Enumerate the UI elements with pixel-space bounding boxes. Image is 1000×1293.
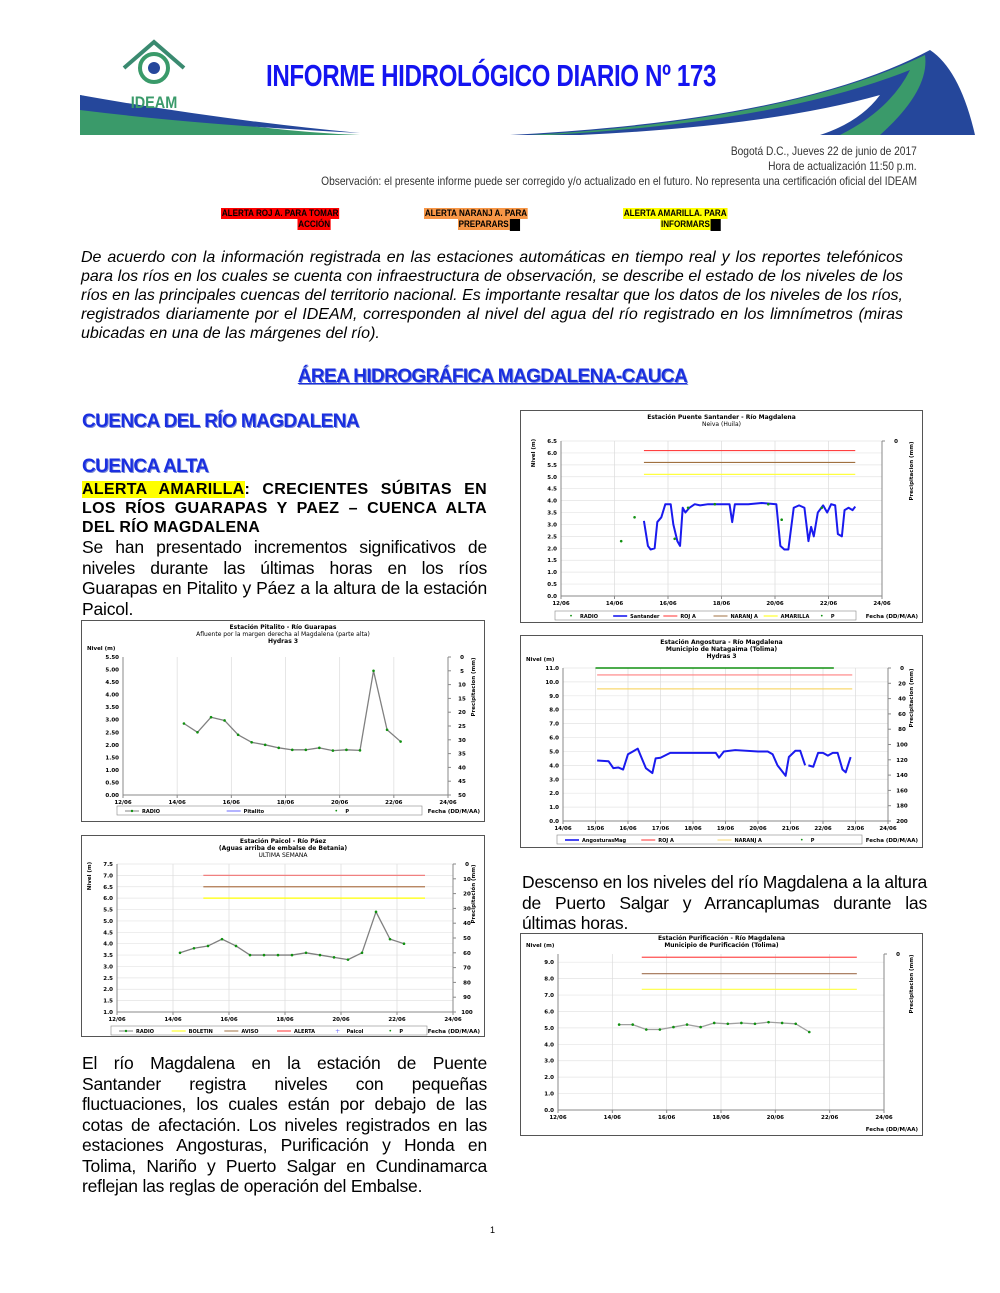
x-tick-label: 18/06 (712, 1115, 730, 1121)
legend-label: AMARILLA (780, 614, 810, 620)
y-tick-label: 7.0 (103, 873, 113, 880)
legend-label: RADIO (136, 1029, 154, 1035)
y-tick-label: 5.0 (549, 749, 559, 756)
alert-orange-line2: PREPARARS (458, 219, 509, 230)
data-point (767, 503, 770, 506)
y-tick-label: 5.5 (103, 907, 113, 914)
paragraph-santander: El río Magdalena en la estación de Puente Santander registra niveles con pequeñas fluctuaciones, los cuales están por debajo de las cotas de afectación. Los niveles registrados en las estaciones Angosturas, Purificación y Honda en Tolima, Nariño y Puerto Salgar en Cundinamarca reflejan las reglas de operación del Embalse. (82, 1053, 487, 1196)
y-tick-label: 4.0 (547, 498, 557, 505)
y-axis-title: Nivel (m) (526, 943, 555, 949)
y2-axis-title: Precipitacion (mm) (471, 657, 477, 717)
y2-axis-title: Precipitacion (mm) (909, 441, 915, 501)
legend-label: P (830, 614, 835, 620)
x-tick-label: 12/06 (114, 800, 132, 806)
data-point (277, 747, 280, 750)
data-point (740, 1022, 743, 1025)
y2-tick-label: 30 (458, 737, 466, 744)
x-tick-label: 12/06 (108, 1017, 126, 1023)
x-tick-label: 20/06 (331, 800, 349, 806)
y-tick-label: 6.5 (103, 884, 113, 891)
y-tick-label: 0.0 (547, 594, 557, 600)
x-tick-label: 23/06 (846, 826, 865, 832)
y2-tick-label: 35 (458, 751, 466, 758)
x-tick-label: 20/06 (332, 1017, 350, 1023)
data-point (319, 954, 322, 957)
x-tick-label: 22/06 (819, 601, 838, 607)
chart-puente-santander (520, 410, 923, 623)
data-point (687, 506, 690, 509)
data-point (386, 728, 389, 731)
legend-marker (131, 810, 133, 812)
data-point (673, 537, 676, 540)
alert-yellow-line1: ALERTA AMARILLA. PARA (623, 208, 727, 219)
update-time: Hora de actualización 11:50 p.m. (768, 159, 917, 173)
y2-tick-label: 90 (463, 995, 471, 1002)
legend-label: Santander (630, 614, 660, 620)
subcuenca-title: CUENCA ALTA (82, 456, 209, 477)
x-tick-label: 12/06 (549, 1115, 567, 1121)
y-tick-label: 2.00 (105, 742, 119, 749)
y2-tick-label: 40 (458, 765, 466, 772)
alert-red-line1: ALERTA ROJ A. PARA TOMAR (221, 208, 339, 219)
data-point (375, 911, 378, 914)
y-tick-label: 3.50 (105, 705, 119, 712)
x-tick-label: 14/06 (603, 1115, 621, 1121)
x-tick-label: 16/06 (220, 1017, 238, 1023)
data-point (193, 947, 196, 950)
y2-tick-label: 80 (463, 980, 471, 987)
x-axis-title: Fecha (DD/M/AA) (427, 1029, 480, 1035)
y2-tick-label: 100 (461, 1010, 473, 1016)
data-point (672, 1026, 675, 1029)
chart-angostura (520, 635, 923, 848)
x-tick-label: 22/06 (821, 1115, 839, 1121)
y-tick-label: 4.5 (547, 486, 557, 493)
data-point (659, 1028, 662, 1031)
y2-tick-label: 20 (463, 891, 471, 898)
legend-label: Paicol (346, 1029, 364, 1035)
x-tick-label: 14/06 (554, 826, 572, 832)
y2-axis-title: Precipitacion (mm) (909, 668, 915, 728)
chart-svg (82, 621, 484, 821)
legend-label: NARANJ A (734, 838, 762, 844)
y2-axis-title: Precipitación (mm) (471, 864, 477, 924)
data-point (291, 954, 294, 957)
y-tick-label: 4.0 (549, 763, 559, 770)
chart-title: Hydras 3 (267, 638, 299, 645)
y-tick-label: 9.0 (544, 960, 554, 967)
y-tick-label: 0.0 (544, 1108, 554, 1114)
y-tick-label: 1.0 (549, 805, 559, 812)
data-point (207, 945, 210, 948)
y-tick-label: 3.0 (549, 777, 559, 784)
chart-title: Estación Pitalito - Río Guarapas (229, 624, 337, 631)
x-tick-label: 24/06 (439, 800, 457, 806)
data-point (235, 945, 238, 948)
y-tick-label: 2.5 (103, 975, 113, 982)
legend-label: RADIO (142, 809, 160, 815)
data-point (781, 1022, 784, 1025)
x-axis-title: Fecha (DD/M/AA) (865, 614, 918, 620)
y-tick-label: 6.0 (103, 896, 113, 903)
data-point (332, 749, 335, 752)
data-point (754, 1022, 757, 1025)
y2-tick-label: 20 (898, 681, 906, 688)
data-point (223, 719, 226, 722)
x-tick-label: 16/06 (222, 800, 240, 806)
alert-orange-legend (424, 208, 528, 231)
y2-tick-label: 20 (458, 710, 466, 717)
x-tick-label: 20/06 (766, 1115, 784, 1121)
data-point (780, 518, 783, 521)
data-point (399, 740, 402, 743)
data-point (618, 1023, 621, 1026)
y-tick-label: 5.5 (547, 462, 557, 469)
y2-tick-label: 180 (896, 803, 908, 810)
y-tick-label: 4.5 (103, 930, 113, 937)
y2-tick-label: 80 (898, 727, 906, 734)
y-tick-label: 0.5 (547, 582, 557, 589)
y-tick-label: 0.00 (105, 793, 119, 799)
alert-red-line2: ACCIÓN (298, 219, 331, 230)
data-point (361, 952, 364, 955)
data-point (196, 731, 199, 734)
y2-tick-label: 40 (898, 696, 906, 703)
alert-yellow-legend (623, 208, 727, 231)
data-point (250, 741, 253, 744)
data-point (645, 1028, 648, 1031)
data-point (318, 747, 321, 750)
series-line (180, 912, 404, 960)
x-tick-label: 22/06 (385, 800, 403, 806)
legend-marker: • (388, 1028, 393, 1035)
x-axis-title: Fecha (DD/M/AA) (865, 838, 918, 844)
x-tick-label: 14/06 (605, 601, 624, 607)
data-point (389, 938, 392, 941)
y2-tick-label: 0 (894, 439, 898, 445)
alert-yellow-line2: INFORMARS (660, 219, 710, 230)
data-point (179, 952, 182, 955)
chart-purificacion (520, 933, 923, 1136)
data-point (808, 1031, 811, 1034)
chart-title: Neiva (Huila) (702, 421, 741, 428)
y-tick-label: 8.0 (549, 707, 559, 714)
y-tick-label: 1.5 (103, 998, 113, 1005)
data-point (794, 1022, 797, 1025)
legend-label: AngosturasMag (582, 838, 627, 844)
y2-tick-label: 60 (463, 950, 471, 957)
x-tick-label: 20/06 (766, 601, 784, 607)
y-tick-label: 5.50 (105, 655, 119, 661)
series-line (644, 503, 855, 550)
x-tick-label: 24/06 (873, 601, 891, 607)
x-tick-label: 21/06 (781, 826, 800, 832)
data-point (631, 1023, 634, 1026)
y-tick-label: 6.0 (547, 450, 557, 457)
data-point (620, 540, 623, 543)
y2-tick-label: 0 (460, 655, 464, 661)
x-tick-label: 24/06 (444, 1017, 462, 1023)
data-point (221, 938, 224, 941)
x-tick-label: 18/06 (276, 1017, 294, 1023)
y-tick-label: 1.50 (105, 755, 119, 762)
legend-label: BOLETIN (188, 1029, 213, 1035)
y2-tick-label: 0 (896, 952, 900, 958)
y-tick-label: 4.00 (105, 692, 119, 699)
chart-title: Hydras 3 (706, 653, 737, 660)
y2-tick-label: 0 (465, 862, 469, 868)
y-tick-label: 0.50 (105, 780, 119, 787)
legend-label: ROJ A (658, 838, 674, 844)
alert-orange-line1: ALERTA NARANJ A. PARA (424, 208, 528, 219)
chart-svg (521, 934, 922, 1135)
y-tick-label: 7.0 (544, 993, 554, 1000)
legend-label: ALERTA (294, 1029, 315, 1035)
date-line: Bogotá D.C., Jueves 22 de junio de 2017 (730, 144, 917, 158)
legend-label: P (399, 1029, 404, 1035)
x-tick-label: 14/06 (164, 1017, 182, 1023)
y-tick-label: 5.00 (105, 667, 119, 674)
data-point (237, 733, 240, 736)
data-point (726, 1022, 729, 1025)
data-point (821, 506, 824, 509)
y2-tick-label: 200 (896, 819, 908, 825)
chart-title: Municipio de Purificación (Tolima) (664, 942, 779, 949)
y-tick-label: 10.0 (545, 679, 559, 686)
y2-tick-label: 45 (458, 779, 466, 786)
chart-title: Municipio de Natagaima (Tolima) (665, 646, 778, 653)
y2-tick-label: 10 (463, 876, 471, 883)
y2-axis-title: Precipitacion (mm) (909, 954, 915, 1014)
data-point (713, 1022, 716, 1025)
y-tick-label: 1.00 (105, 767, 119, 774)
x-tick-label: 16/06 (659, 601, 677, 607)
y-tick-label: 6.0 (544, 1009, 554, 1016)
y-tick-label: 2.0 (547, 546, 557, 553)
y-tick-label: 1.0 (547, 570, 557, 577)
legend-label: Pitalito (243, 809, 265, 815)
x-tick-label: 19/06 (716, 826, 735, 832)
data-point (345, 749, 348, 752)
paragraph-descenso: Descenso en los niveles del río Magdalena a la altura de Puerto Salgar y Arrancaplumas durante las últimas horas. (522, 872, 927, 933)
legend-marker (125, 1030, 127, 1032)
y-tick-label: 1.0 (103, 1010, 113, 1016)
y2-tick-label: 5 (460, 668, 464, 675)
y-axis-title: Nivel (m) (87, 861, 93, 891)
chart-svg (521, 636, 922, 847)
alert-yellow-badge: ALERTA AMARILLA (82, 481, 245, 498)
y-axis-title: Nivel (m) (87, 646, 116, 652)
legend-label: NARANJ A (730, 614, 758, 620)
chart-title: ULTIMA SEMANA (258, 852, 308, 859)
data-point (372, 670, 375, 673)
observation-note: Observación: el presente informe puede ser corregido y/o actualizado en el futuro. No representa una certificación oficial del IDEAM (321, 174, 917, 188)
logo-text: IDEAM (130, 93, 178, 112)
y-tick-label: 2.50 (105, 730, 119, 737)
y-tick-label: 2.5 (547, 534, 557, 541)
alert-heading (82, 480, 487, 537)
y-tick-label: 3.0 (103, 964, 113, 971)
x-tick-label: 18/06 (276, 800, 295, 806)
x-tick-label: 18/06 (684, 826, 702, 832)
x-tick-label: 24/06 (875, 1115, 893, 1121)
y-tick-label: 2.0 (544, 1075, 554, 1082)
y2-tick-label: 140 (896, 773, 908, 780)
chart-svg (521, 411, 922, 622)
alert-red-legend (221, 208, 339, 230)
data-point (291, 749, 294, 752)
data-point (359, 749, 362, 752)
y-tick-label: 8.0 (544, 976, 554, 983)
x-tick-label: 16/06 (658, 1115, 676, 1121)
y-tick-label: 3.00 (105, 717, 119, 724)
y2-tick-label: 30 (463, 906, 471, 913)
legend-label: AVISO (241, 1029, 259, 1035)
y-tick-label: 0.0 (549, 819, 559, 825)
legend-box (555, 611, 856, 620)
x-tick-label: 22/06 (814, 826, 832, 832)
legend-box (111, 1026, 427, 1035)
data-point (210, 716, 213, 719)
y2-tick-label: 70 (463, 965, 471, 972)
page-number: 1 (489, 1225, 495, 1235)
intro-paragraph: De acuerdo con la información registrada en las estaciones automáticas en tiempo real y los reportes telefónicos para los ríos en los cuales se cuenta con infraestructura de observación, se describe el estado de los niveles de los ríos en las principales cuencas del territorio nacional. Es importante resaltar que los datos de los niveles de los ríos, registrados diariamente por el IDEAM, corresponden al nivel del agua del río registrado en los limnímetros (miras ubicadas en una de las márgenes del río). (81, 249, 903, 342)
y-tick-label: 9.0 (549, 693, 559, 700)
x-tick-label: 16/06 (619, 826, 637, 832)
x-tick-label: 18/06 (712, 601, 731, 607)
x-tick-label: 17/06 (651, 826, 670, 832)
legend-label: P (810, 838, 815, 844)
data-point (347, 958, 350, 961)
legend-label: RADIO (580, 614, 598, 620)
paragraph-guarapas-paez: Se han presentado incrementos significativos de niveles durante las últimas horas en los ríos Guarapas en Pitalito y Páez a la altura de la estación Paicol. (82, 537, 487, 619)
y-tick-label: 6.5 (547, 439, 557, 445)
y-axis-title: Nivel (m) (531, 438, 537, 468)
y-tick-label: 4.0 (544, 1042, 554, 1049)
y-tick-label: 2.0 (549, 791, 559, 798)
legend-marker: + (335, 1028, 341, 1035)
chart-title: Estación Angostura - Río Magdalena (660, 639, 783, 646)
data-point (767, 1021, 770, 1024)
y-tick-label: 7.0 (549, 721, 559, 728)
x-tick-label: 22/06 (388, 1017, 406, 1023)
y-tick-label: 3.5 (103, 953, 113, 960)
series-line (808, 753, 850, 772)
legend-marker: • (334, 808, 339, 815)
data-point (305, 952, 308, 955)
y-tick-label: 4.50 (105, 680, 119, 687)
y-tick-label: 3.5 (547, 510, 557, 517)
x-tick-label: 15/06 (586, 826, 605, 832)
legend-marker: • (569, 613, 573, 620)
y-tick-label: 2.0 (103, 987, 113, 994)
chart-title: Estación Paicol - Río Páez (239, 838, 327, 845)
x-axis-title: Fecha (DD/M/AA) (865, 1127, 918, 1133)
y-tick-label: 6.0 (549, 735, 559, 742)
data-point (699, 1026, 702, 1029)
y2-tick-label: 50 (463, 936, 471, 942)
y2-tick-label: 40 (463, 921, 471, 928)
x-tick-label: 24/06 (879, 826, 897, 832)
legend-label: ROJ A (680, 614, 696, 620)
chart-title: Estación Puente Santander - Río Magdalena (647, 414, 796, 421)
data-point (714, 503, 717, 506)
y2-tick-label: 60 (898, 711, 906, 718)
report-title: INFORME HIDROLÓGICO DIARIO Nº 173 (266, 58, 717, 93)
data-point (264, 744, 267, 747)
x-axis-title: Fecha (DD/M/AA) (427, 809, 480, 815)
y2-tick-label: 120 (896, 757, 908, 764)
y-tick-label: 5.0 (544, 1025, 554, 1032)
data-point (249, 954, 252, 957)
chart-svg (82, 836, 484, 1036)
x-tick-label: 12/06 (552, 601, 570, 607)
x-tick-label: 20/06 (749, 826, 767, 832)
y-tick-label: 5.0 (103, 918, 113, 925)
data-point (263, 954, 266, 957)
y-tick-label: 1.0 (544, 1091, 554, 1098)
chart-title: Estación Purificación - Río Magdalena (657, 935, 786, 942)
y2-tick-label: 25 (458, 724, 466, 730)
data-point (305, 749, 308, 752)
legend-marker: • (820, 613, 824, 620)
chart-paicol (81, 835, 485, 1037)
y-tick-label: 5.0 (547, 474, 557, 481)
y2-tick-label: 10 (458, 682, 466, 689)
data-point (277, 954, 280, 957)
data-point (333, 956, 336, 959)
y-tick-label: 11.0 (545, 666, 559, 672)
alert-heading-text: : CRECIENTES SÚBITAS EN LOS RÍOS GUARAPAS Y PAEZ – CUENCA ALTA DEL RÍO MAGDALENA (82, 481, 487, 536)
chart-title: (Aguas arriba de embalse de Betania) (218, 845, 348, 852)
y2-tick-label: 15 (458, 696, 466, 703)
data-point (686, 1023, 689, 1026)
legend-box (117, 806, 422, 815)
legend-label: P (345, 809, 350, 815)
y2-tick-label: 160 (896, 788, 908, 795)
y2-tick-label: 100 (896, 742, 908, 749)
chart-title: Afluente por la margen derecha al Magdalena (parte alta) (196, 631, 370, 638)
chart-pitalito (81, 620, 485, 822)
x-tick-label: 14/06 (168, 800, 186, 806)
y-tick-label: 3.0 (544, 1058, 554, 1065)
y-tick-label: 4.0 (103, 941, 113, 948)
area-title: ÁREA HIDROGRÁFICA MAGDALENA-CAUCA (297, 366, 688, 387)
legend-marker: • (799, 837, 804, 844)
y-tick-label: 1.5 (547, 558, 557, 565)
data-point (403, 942, 406, 945)
data-point (633, 516, 636, 519)
data-point (183, 722, 186, 725)
cuenca-title: CUENCA DEL RÍO MAGDALENA (82, 411, 359, 432)
y-tick-label: 7.5 (103, 862, 113, 868)
y2-tick-label: 0 (900, 666, 904, 672)
ideam-logo (120, 38, 188, 112)
y-tick-label: 3.0 (547, 522, 557, 529)
series-line (184, 671, 401, 751)
y-axis-title: Nivel (m) (526, 657, 555, 663)
logo-emblem-icon (120, 38, 188, 88)
y2-tick-label: 50 (458, 793, 466, 799)
